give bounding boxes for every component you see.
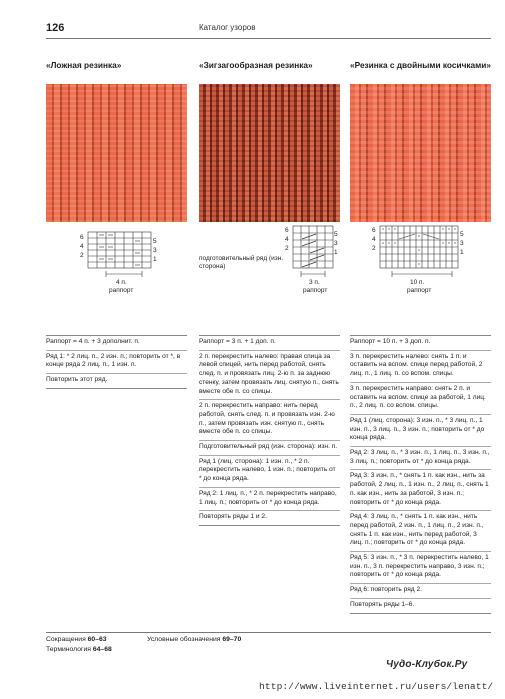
- chart-row-number: 3: [334, 240, 338, 247]
- footer-page-range: 60–63: [87, 636, 107, 643]
- pattern-title: «Резинка с двойными косичками»: [350, 60, 492, 70]
- instruction-item: Ряд 2: 1 лиц. п., * 2 п. перекрестить направо, 1 лиц. п.; повторить от * до конца ряда.: [199, 488, 340, 511]
- instruction-item: Ряд 1 (лиц. сторона): 3 изн. п., * 3 лиц. п., 1 изн. п., 3 лиц. п., 3 изн. п.; повторить от * до конца ряда.: [350, 415, 491, 447]
- chart-row-number: 6: [285, 227, 289, 234]
- instruction-item: Ряд 5: 3 изн. п., * 3 п. перекрестить налево, 1 изн. п., 3 п. перекрестить направо, 3 изн. п.; повторить от * до конца ряда.: [350, 552, 491, 584]
- instructions-list: [199, 335, 340, 526]
- repeat-count: 10 п.: [410, 279, 425, 286]
- pattern-column-1: [46, 60, 187, 317]
- footer-terminology[interactable]: [46, 646, 112, 653]
- instruction-item: Ряд 1 (лиц. сторона): 1 изн. п., * 2 п. перекрестить налево, 1 изн. п.; повторить от * до конца ряда.: [199, 456, 340, 488]
- footer-page-range: 64–68: [92, 646, 112, 653]
- stitch-chart: [199, 222, 340, 317]
- watermark-url: http://www.liveinternet.ru/users/lenatt/: [259, 681, 494, 692]
- instructions-list: [350, 335, 491, 614]
- catalog-title: Каталог узоров: [199, 23, 256, 32]
- chart-row-number: 5: [153, 238, 157, 245]
- instructions-list: [46, 335, 187, 389]
- footer-rule: [46, 632, 491, 633]
- instruction-item: 3 п. перекрестить направо: снять 2 п. и оставить на вспом. спице за работой, 1 лиц. п., 2 лиц. п. со вспом. спицы.: [350, 383, 491, 415]
- knit-swatch-photo: [350, 84, 491, 222]
- footer-page-range: 69–70: [222, 636, 242, 643]
- instruction-item: Подготовительный ряд (изн. сторона): изн. п.: [199, 441, 340, 456]
- chart-row-number: 6: [80, 234, 84, 241]
- footer-link-label: Сокращения: [46, 636, 86, 643]
- chart-row-number: 4: [80, 243, 84, 250]
- instruction-item: Ряд 4: 3 лиц. п., * снять 1 п. как изн., нить перед работой, 2 изн. п., 1 лиц. п., 2 изн. п., снять 1 п. как изн., нить перед работой, 3 лиц. п.; повторить от * до конца ряда.: [350, 511, 491, 552]
- chart-row-number: 2: [372, 245, 376, 252]
- repeat-label: раппорт: [407, 287, 432, 294]
- knit-swatch-photo: [199, 84, 340, 222]
- repeat-count: 4 п.: [116, 279, 127, 286]
- stitch-chart: [350, 222, 491, 317]
- knit-swatch-photo: [46, 84, 187, 222]
- footer-symbols[interactable]: [147, 636, 241, 643]
- instruction-item: Ряд 1: * 2 лиц. п., 2 изн. п.; повторить от *, в конце ряда 2 лиц. п., 1 изн. п.: [46, 351, 187, 374]
- chart-row-number: 3: [460, 240, 464, 247]
- instruction-item: 2 п. перекрестить направо: нить перед работой, снять след. п. и провязать изн. 2-ю п., затем провязать изн. снятую п., снять вместе обе п. со спицы.: [199, 400, 340, 441]
- watermark-logo: Чудо-Клубок.Ру: [386, 659, 468, 670]
- prep-row-label: подготовительный ряд (изн. сторона): [199, 255, 284, 270]
- instruction-item: Ряд 6: повторить ряд 2.: [350, 584, 491, 599]
- pattern-column-3: [350, 60, 491, 317]
- chart-row-number: 2: [285, 245, 289, 252]
- pattern-title: «Ложная резинка»: [46, 60, 122, 70]
- stitch-chart: [46, 222, 187, 317]
- instruction-item: Раппорт = 4 п. + 3 дополнит. п.: [46, 335, 187, 351]
- footer-abbreviations[interactable]: [46, 636, 107, 643]
- chart-row-number: 5: [460, 231, 464, 238]
- pattern-column-2: [199, 60, 340, 317]
- instruction-item: Повторить этот ряд.: [46, 374, 187, 389]
- chart-row-number: 2: [80, 252, 84, 259]
- chart-row-number: 1: [334, 249, 338, 256]
- repeat-label: раппорт: [109, 287, 134, 294]
- instruction-item: Раппорт = 10 п. + 3 доп. п.: [350, 335, 491, 351]
- instruction-item: Повторять ряды 1–6.: [350, 599, 491, 614]
- footer-link-label: Условные обозначения: [147, 636, 221, 643]
- chart-grid: [350, 222, 491, 317]
- repeat-label: раппорт: [303, 287, 328, 294]
- chart-row-number: 1: [153, 256, 157, 263]
- footer-link-label: Терминология: [46, 646, 91, 653]
- instruction-item: Раппорт = 3 п. + 1 доп. п.: [199, 335, 340, 351]
- chart-row-number: 1: [460, 249, 464, 256]
- instruction-item: Повторять ряды 1 и 2.: [199, 511, 340, 526]
- chart-row-number: 3: [153, 247, 157, 254]
- pattern-title: «Зигзагообразная резинка»: [199, 60, 313, 70]
- chart-row-number: 4: [372, 236, 376, 243]
- chart-row-number: 4: [285, 236, 289, 243]
- chart-row-number: 6: [372, 227, 376, 234]
- instruction-item: Ряд 2: 3 лиц. п., * 3 изн. п., 1 лиц. п., 3 изн. п., 3 лиц. п.; повторить от * до конца ряда.: [350, 447, 491, 470]
- repeat-count: 3 п.: [309, 279, 320, 286]
- instruction-item: Ряд 3: 3 изн. п., * снять 1 п. как изн., нить за работой, 2 лиц. п., 1 изн. п., 2 лиц. п., снять 1 п. как изн., нить за работой, 3 изн. п.; повторить от * до конца ряда.: [350, 470, 491, 511]
- page-number: 126: [46, 22, 65, 34]
- instruction-item: 3 п. перекрестить налево: снять 1 п. и оставить на вспом. спице перед работой, 2 лиц. п., 1 лиц. п. со вспом. спицы.: [350, 351, 491, 383]
- chart-row-number: 5: [334, 231, 338, 238]
- instruction-item: 2 п. перекрестить налево: правая спица за левой спицей, нить перед работой, снять след. п. и провязать лиц. 2-ю п. за заднюю стенку, затем провязать лиц. снятую п., снять вместе обе п. со спицы.: [199, 351, 340, 401]
- header-rule: [46, 38, 491, 39]
- chart-grid: [46, 222, 187, 317]
